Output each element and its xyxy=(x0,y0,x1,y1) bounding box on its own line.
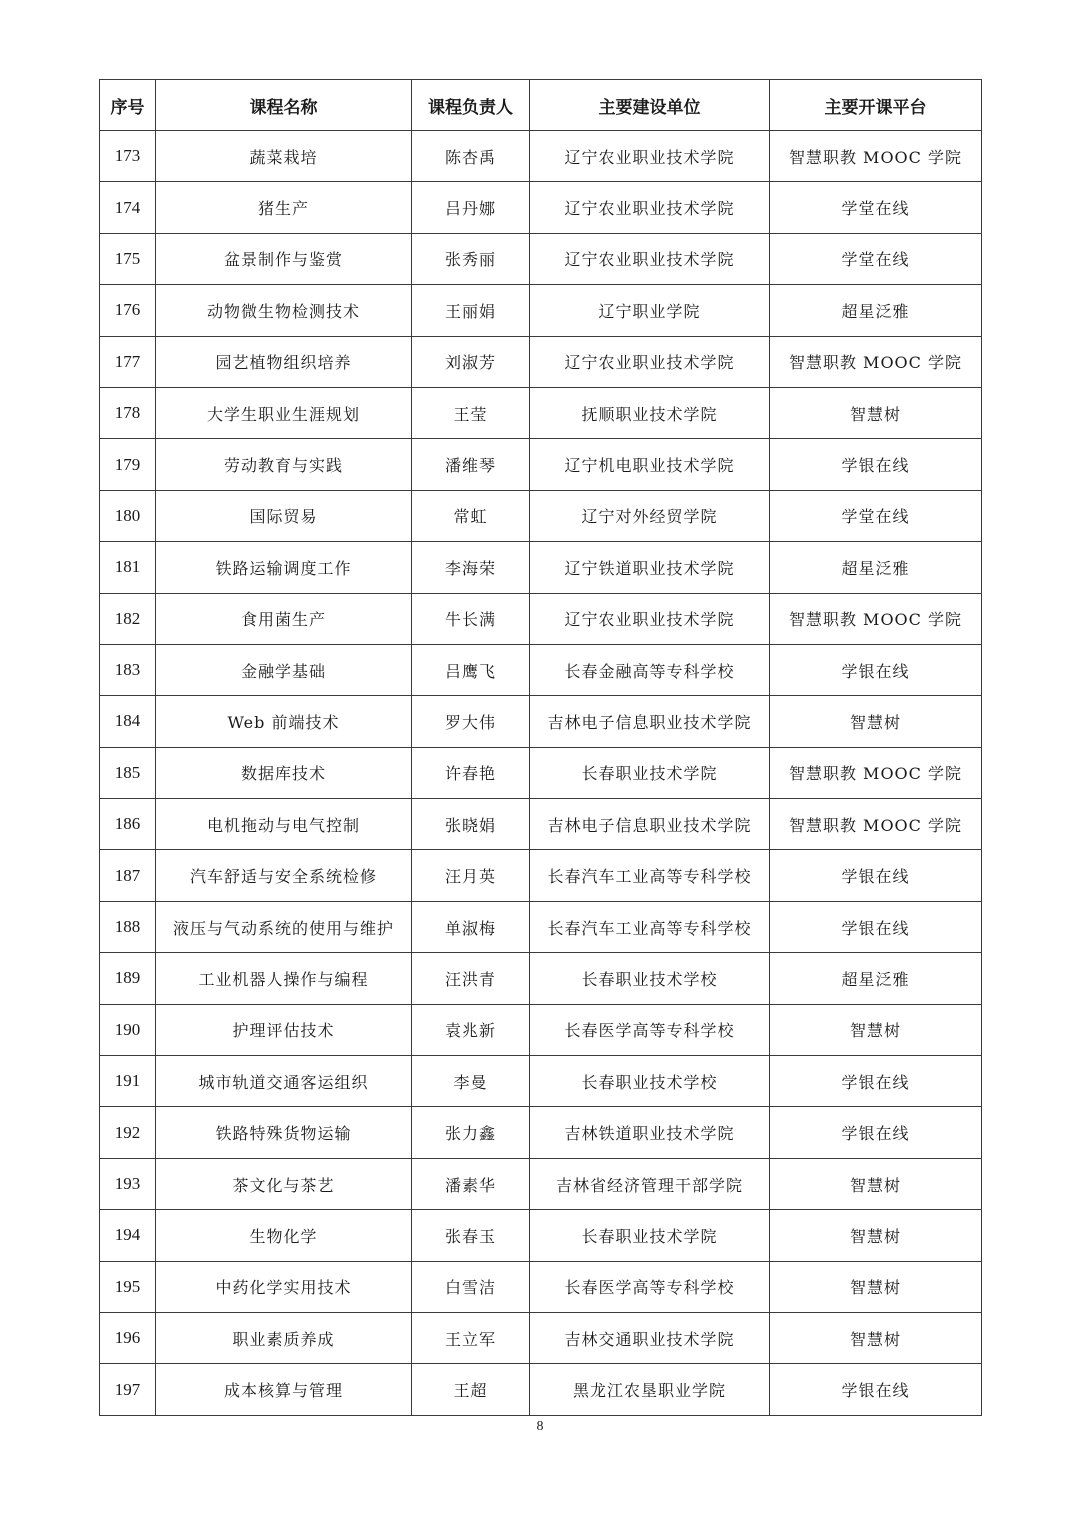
table-row xyxy=(100,1004,982,1055)
cell-platform: 智慧职教 MOOC 学院 xyxy=(770,593,982,644)
table-row xyxy=(100,490,982,541)
cell-institution: 辽宁铁道职业技术学院 xyxy=(530,542,770,593)
cell-course-lead: 张秀丽 xyxy=(412,233,530,284)
cell-institution: 辽宁机电职业技术学院 xyxy=(530,439,770,490)
cell-platform: 智慧树 xyxy=(770,1312,982,1363)
cell-index: 186 xyxy=(100,799,156,850)
cell-institution: 吉林铁道职业技术学院 xyxy=(530,1107,770,1158)
cell-index: 176 xyxy=(100,285,156,336)
table-row xyxy=(100,799,982,850)
header-course-name: 课程名称 xyxy=(156,80,412,131)
cell-index: 184 xyxy=(100,696,156,747)
table-body xyxy=(100,131,982,1416)
cell-course-name: 电机拖动与电气控制 xyxy=(156,799,412,850)
cell-course-lead: 王丽娟 xyxy=(412,285,530,336)
table-row xyxy=(100,1261,982,1312)
cell-index: 195 xyxy=(100,1261,156,1312)
cell-course-name: 大学生职业生涯规划 xyxy=(156,387,412,438)
cell-index: 191 xyxy=(100,1056,156,1107)
cell-course-lead: 潘素华 xyxy=(412,1158,530,1209)
cell-institution: 吉林省经济管理干部学院 xyxy=(530,1158,770,1209)
table-row xyxy=(100,696,982,747)
cell-platform: 智慧职教 MOOC 学院 xyxy=(770,336,982,387)
header-platform: 主要开课平台 xyxy=(770,80,982,131)
cell-index: 190 xyxy=(100,1004,156,1055)
cell-course-lead: 王立军 xyxy=(412,1312,530,1363)
cell-index: 189 xyxy=(100,953,156,1004)
cell-course-lead: 潘维琴 xyxy=(412,439,530,490)
cell-course-lead: 李曼 xyxy=(412,1056,530,1107)
cell-index: 182 xyxy=(100,593,156,644)
cell-institution: 吉林电子信息职业技术学院 xyxy=(530,799,770,850)
table-row xyxy=(100,387,982,438)
cell-course-lead: 陈杏禹 xyxy=(412,131,530,182)
cell-course-lead: 罗大伟 xyxy=(412,696,530,747)
table-row xyxy=(100,1312,982,1363)
cell-course-name: 劳动教育与实践 xyxy=(156,439,412,490)
cell-institution: 长春职业技术学校 xyxy=(530,1056,770,1107)
cell-index: 177 xyxy=(100,336,156,387)
cell-platform: 学银在线 xyxy=(770,1056,982,1107)
cell-platform: 超星泛雅 xyxy=(770,542,982,593)
table-row xyxy=(100,1107,982,1158)
table-row xyxy=(100,1364,982,1415)
cell-institution: 辽宁农业职业技术学院 xyxy=(530,233,770,284)
cell-platform: 智慧职教 MOOC 学院 xyxy=(770,799,982,850)
cell-course-name: 数据库技术 xyxy=(156,747,412,798)
cell-platform: 智慧职教 MOOC 学院 xyxy=(770,131,982,182)
cell-index: 188 xyxy=(100,901,156,952)
cell-course-name: 蔬菜栽培 xyxy=(156,131,412,182)
cell-institution: 辽宁农业职业技术学院 xyxy=(530,182,770,233)
cell-platform: 智慧树 xyxy=(770,1004,982,1055)
cell-platform: 学银在线 xyxy=(770,644,982,695)
cell-platform: 学银在线 xyxy=(770,1107,982,1158)
cell-institution: 长春医学高等专科学校 xyxy=(530,1261,770,1312)
cell-platform: 智慧职教 MOOC 学院 xyxy=(770,747,982,798)
cell-index: 183 xyxy=(100,644,156,695)
cell-course-lead: 许春艳 xyxy=(412,747,530,798)
cell-institution: 长春汽车工业高等专科学校 xyxy=(530,850,770,901)
cell-course-lead: 吕丹娜 xyxy=(412,182,530,233)
cell-institution: 长春职业技术学院 xyxy=(530,747,770,798)
cell-course-lead: 吕鹰飞 xyxy=(412,644,530,695)
cell-course-lead: 张力鑫 xyxy=(412,1107,530,1158)
table-row xyxy=(100,747,982,798)
cell-course-lead: 白雪洁 xyxy=(412,1261,530,1312)
cell-institution: 吉林交通职业技术学院 xyxy=(530,1312,770,1363)
cell-institution: 长春汽车工业高等专科学校 xyxy=(530,901,770,952)
table-row xyxy=(100,439,982,490)
cell-course-lead: 单淑梅 xyxy=(412,901,530,952)
cell-index: 173 xyxy=(100,131,156,182)
cell-index: 185 xyxy=(100,747,156,798)
cell-institution: 黑龙江农垦职业学院 xyxy=(530,1364,770,1415)
cell-course-lead: 袁兆新 xyxy=(412,1004,530,1055)
page-number: 8 xyxy=(536,1419,544,1434)
cell-institution: 辽宁职业学院 xyxy=(530,285,770,336)
table-row xyxy=(100,1210,982,1261)
cell-course-name: 国际贸易 xyxy=(156,490,412,541)
cell-course-lead: 刘淑芳 xyxy=(412,336,530,387)
cell-course-name: 盆景制作与鉴赏 xyxy=(156,233,412,284)
cell-institution: 长春医学高等专科学校 xyxy=(530,1004,770,1055)
cell-course-lead: 牛长满 xyxy=(412,593,530,644)
cell-index: 181 xyxy=(100,542,156,593)
cell-course-name: 动物微生物检测技术 xyxy=(156,285,412,336)
cell-course-name: 铁路运输调度工作 xyxy=(156,542,412,593)
table-row xyxy=(100,233,982,284)
course-table-container xyxy=(99,79,981,1416)
table-row xyxy=(100,182,982,233)
cell-course-name: 猪生产 xyxy=(156,182,412,233)
cell-course-name: 汽车舒适与安全系统检修 xyxy=(156,850,412,901)
cell-platform: 智慧树 xyxy=(770,1261,982,1312)
cell-platform: 智慧树 xyxy=(770,387,982,438)
table-row xyxy=(100,131,982,182)
cell-course-name: 生物化学 xyxy=(156,1210,412,1261)
table-header-row xyxy=(100,80,982,131)
cell-course-lead: 常虹 xyxy=(412,490,530,541)
table-row xyxy=(100,850,982,901)
cell-course-lead: 王超 xyxy=(412,1364,530,1415)
cell-institution: 辽宁农业职业技术学院 xyxy=(530,336,770,387)
cell-course-name: 金融学基础 xyxy=(156,644,412,695)
cell-course-lead: 张春玉 xyxy=(412,1210,530,1261)
cell-platform: 学堂在线 xyxy=(770,182,982,233)
cell-institution: 辽宁农业职业技术学院 xyxy=(530,593,770,644)
cell-platform: 学堂在线 xyxy=(770,490,982,541)
cell-institution: 抚顺职业技术学院 xyxy=(530,387,770,438)
cell-course-lead: 李海荣 xyxy=(412,542,530,593)
cell-course-lead: 汪月英 xyxy=(412,850,530,901)
cell-index: 174 xyxy=(100,182,156,233)
cell-platform: 智慧树 xyxy=(770,1158,982,1209)
cell-platform: 学银在线 xyxy=(770,1364,982,1415)
table-row xyxy=(100,593,982,644)
cell-course-lead: 王莹 xyxy=(412,387,530,438)
cell-course-name: 职业素质养成 xyxy=(156,1312,412,1363)
cell-institution: 长春职业技术学院 xyxy=(530,1210,770,1261)
cell-index: 192 xyxy=(100,1107,156,1158)
cell-index: 193 xyxy=(100,1158,156,1209)
cell-platform: 智慧树 xyxy=(770,696,982,747)
table-row xyxy=(100,901,982,952)
cell-course-name: 茶文化与茶艺 xyxy=(156,1158,412,1209)
cell-course-name: Web 前端技术 xyxy=(156,696,412,747)
table-row xyxy=(100,1056,982,1107)
cell-platform: 学银在线 xyxy=(770,901,982,952)
cell-institution: 辽宁对外经贸学院 xyxy=(530,490,770,541)
cell-index: 187 xyxy=(100,850,156,901)
cell-course-name: 铁路特殊货物运输 xyxy=(156,1107,412,1158)
header-course-lead: 课程负责人 xyxy=(412,80,530,131)
cell-platform: 超星泛雅 xyxy=(770,953,982,1004)
table-row xyxy=(100,953,982,1004)
cell-platform: 智慧树 xyxy=(770,1210,982,1261)
table-row xyxy=(100,644,982,695)
cell-index: 178 xyxy=(100,387,156,438)
header-index: 序号 xyxy=(100,80,156,131)
cell-course-lead: 张晓娟 xyxy=(412,799,530,850)
cell-course-name: 成本核算与管理 xyxy=(156,1364,412,1415)
course-table xyxy=(99,79,982,1416)
cell-index: 180 xyxy=(100,490,156,541)
table-row xyxy=(100,542,982,593)
cell-course-name: 液压与气动系统的使用与维护 xyxy=(156,901,412,952)
cell-platform: 学银在线 xyxy=(770,850,982,901)
cell-platform: 学银在线 xyxy=(770,439,982,490)
cell-course-lead: 汪洪青 xyxy=(412,953,530,1004)
cell-course-name: 护理评估技术 xyxy=(156,1004,412,1055)
cell-index: 179 xyxy=(100,439,156,490)
cell-institution: 吉林电子信息职业技术学院 xyxy=(530,696,770,747)
table-row xyxy=(100,1158,982,1209)
cell-index: 196 xyxy=(100,1312,156,1363)
header-institution: 主要建设单位 xyxy=(530,80,770,131)
cell-index: 175 xyxy=(100,233,156,284)
cell-index: 194 xyxy=(100,1210,156,1261)
cell-course-name: 中药化学实用技术 xyxy=(156,1261,412,1312)
cell-platform: 学堂在线 xyxy=(770,233,982,284)
table-row xyxy=(100,336,982,387)
cell-course-name: 园艺植物组织培养 xyxy=(156,336,412,387)
cell-index: 197 xyxy=(100,1364,156,1415)
cell-institution: 辽宁农业职业技术学院 xyxy=(530,131,770,182)
cell-course-name: 食用菌生产 xyxy=(156,593,412,644)
cell-course-name: 工业机器人操作与编程 xyxy=(156,953,412,1004)
cell-course-name: 城市轨道交通客运组织 xyxy=(156,1056,412,1107)
cell-institution: 长春职业技术学校 xyxy=(530,953,770,1004)
table-row xyxy=(100,285,982,336)
cell-institution: 长春金融高等专科学校 xyxy=(530,644,770,695)
cell-platform: 超星泛雅 xyxy=(770,285,982,336)
